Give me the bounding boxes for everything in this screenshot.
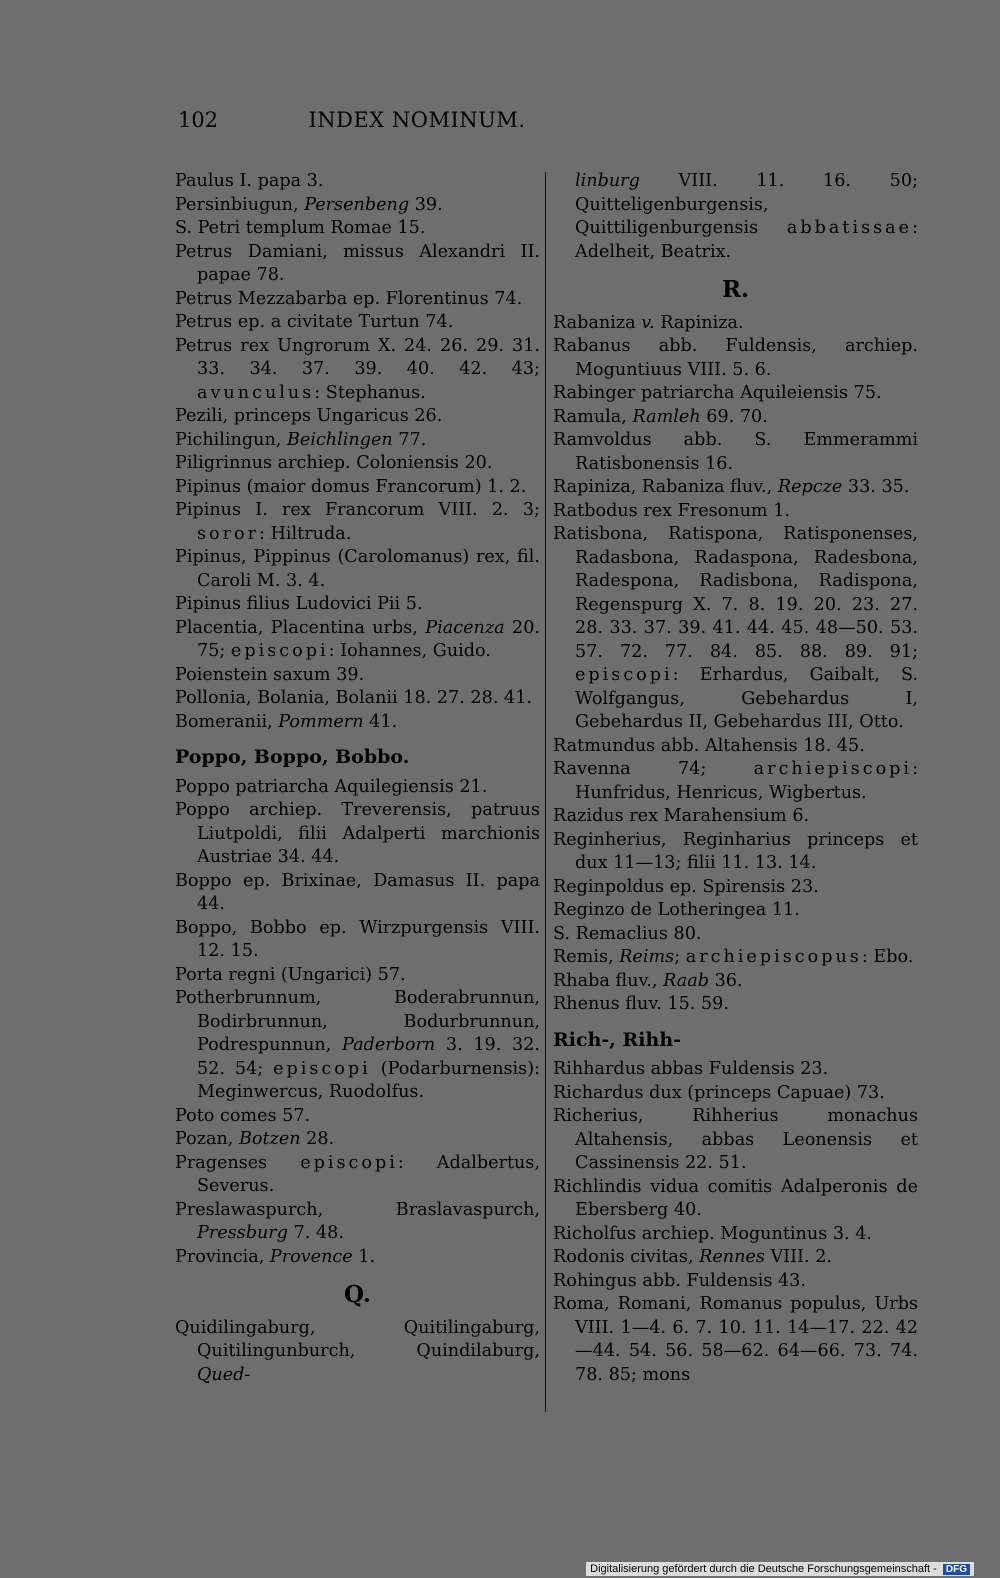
entry-text: 7. 48. [287, 1223, 344, 1243]
entry-text: Boppo ep. Brixinae, Damasus II. papa 44. [175, 870, 540, 914]
entry-text: Rapiniza, Rabaniza fluv., [553, 477, 778, 497]
entry-text: Ratisbona, Ratispona, Ratisponenses, Radasbona, Radaspona, Radesbona, Radespona, Radisbona, Radispona, Regenspurg X. 7. 8. 19. 20. 23. 27. 28. 33. 37. 39. 41. 44. 45. 48—50. 53. 57. 72. 77. 84. 85. 88. 89. 91; [553, 524, 918, 662]
index-entry [175, 1317, 540, 1388]
index-entry [175, 1199, 540, 1246]
index-entry [175, 311, 540, 335]
index-entry [175, 776, 540, 800]
entry-text: v. [641, 312, 655, 333]
entry-text: soror [197, 523, 260, 544]
entry-text: Reginherius, Reginharius princeps et dux 11—13; filii 11. 13. 14. [553, 829, 918, 873]
index-column-right [553, 170, 918, 1387]
index-entry [553, 1223, 918, 1247]
entry-text: Persenbeng [304, 194, 410, 215]
index-entry [553, 312, 918, 336]
index-entry [175, 664, 540, 688]
entry-text: : Erhardus, Gaibalt, S. Wolfgangus, Gebehardus I, Gebehardus II, Gebehardus III, Otto. [575, 665, 918, 732]
entry-text: Ratbodus rex Fresonum 1. [553, 500, 790, 521]
entry-text: Rodonis civitas, [553, 1247, 700, 1267]
entry-text: Ratmundus abb. Altahensis 18. 45. [553, 735, 865, 756]
entry-text: episcopi [273, 1058, 371, 1079]
entry-text: Ramvoldus abb. S. Emmerammi Ratisbonensis 16. [553, 430, 918, 474]
entry-text: Rabaniza [553, 312, 642, 333]
entry-text: Petrus rex Ungrorum X. 24. 26. 29. 31. 33. 34. 37. 39. 40. 42. 43; [175, 335, 540, 379]
entry-text: 20. 75; [197, 617, 540, 661]
index-entry [175, 405, 540, 429]
index-entry [553, 946, 918, 970]
index-entry [175, 917, 540, 964]
index-entry [553, 406, 918, 430]
entry-text: Pressburg [197, 1223, 288, 1243]
index-entry [175, 194, 540, 218]
entry-text: Pipinus (maior domus Francorum) 1. 2. [175, 476, 527, 497]
index-entry [553, 758, 918, 805]
index-entry [553, 805, 918, 829]
index-entry [175, 1246, 540, 1270]
entry-text: : Adalbertus, Severus. [197, 1152, 541, 1196]
entry-text: Pipinus I. rex Francorum VIII. 2. 3; [175, 500, 540, 520]
index-entry [553, 382, 918, 406]
entry-text: Persinbiugun, [175, 194, 305, 215]
entry-text: Potherbrunnum, Boderabrunnun, Bodirbrunnun, Bodurbrunnun, Podrespunnun, [175, 988, 540, 1055]
entry-text: S. Remaclius 80. [553, 923, 702, 944]
entry-text: episcopi [230, 641, 329, 661]
entry-text: Petrus Damiani, missus Alexandri II. papae 78. [175, 241, 540, 285]
entry-text: Ramleh [632, 406, 701, 427]
entry-text: Razidus rex Marahensium 6. [553, 806, 810, 826]
index-entry [553, 1270, 918, 1294]
index-entry [175, 217, 540, 241]
entry-text: 69. 70. [700, 406, 768, 427]
entry-text: Rohingus abb. Fuldensis 43. [553, 1270, 806, 1291]
entry-text: : Ebo. [861, 947, 914, 967]
entry-text: S. Petri templum Romae 15. [175, 218, 426, 238]
index-entry [553, 1105, 918, 1176]
index-entry [175, 799, 540, 870]
entry-text: archiepiscopus [685, 947, 862, 967]
entry-text: 1. [352, 1246, 376, 1267]
page-number: 102 [178, 108, 219, 132]
index-entry [553, 876, 918, 900]
entry-text: Poto comes 57. [175, 1105, 311, 1126]
entry-text: Rihhardus abbas Fuldensis 23. [553, 1059, 829, 1079]
entry-text: avunculus [197, 382, 315, 403]
entry-text: Raab [663, 970, 710, 991]
entry-text: Pollonia, Bolania, Bolanii 18. 27. 28. 41. [175, 688, 532, 708]
index-entry [553, 1058, 918, 1082]
index-entry [175, 593, 540, 617]
entry-text: : Hiltruda. [259, 523, 352, 544]
entry-text: Porta regni (Ungarici) 57. [175, 964, 406, 985]
entry-text: Pozan, [175, 1129, 239, 1149]
index-entry [553, 429, 918, 476]
index-entry [553, 923, 918, 947]
index-entry [553, 1293, 918, 1387]
entry-text: Ravenna 74; [553, 759, 754, 779]
entry-text: Quidilingaburg, Quitilingaburg, Quitilingunburch, Quindilaburg, [175, 1317, 540, 1361]
entry-text: Remis, [553, 947, 620, 967]
entry-text: VIII. 2. [764, 1247, 832, 1267]
section-heading: Rich-, Rihh- [553, 1028, 682, 1051]
index-entry [553, 1082, 918, 1106]
entry-text: Petrus Mezzabarba ep. Florentinus 74. [175, 288, 523, 309]
entry-text: episcopi [575, 665, 673, 685]
index-entry [175, 1105, 540, 1129]
entry-text: Rhaba fluv., [553, 970, 664, 991]
entry-text: Rapiniza. [654, 312, 744, 333]
entry-text: 41. [363, 711, 398, 732]
index-entry [175, 429, 540, 453]
index-entry [175, 617, 540, 664]
entry-text: Richolfus archiep. Moguntinus 3. 4. [553, 1223, 872, 1244]
entry-text: Pragenses [175, 1152, 301, 1173]
entry-text: : Adelheit, Beatrix. [575, 218, 918, 262]
index-entry [553, 500, 918, 524]
entry-text: Provence [269, 1246, 353, 1267]
footer-text: Digitalisierung gefördert durch die Deutsche Forschungsgemeinschaft - [590, 1563, 940, 1575]
entry-text: Poppo archiep. Treverensis, patruus Liutpoldi, filii Adalperti marchionis Austriae 34. 44. [175, 800, 540, 867]
index-entry [553, 523, 918, 735]
entry-text: Pezili, princeps Ungaricus 26. [175, 406, 443, 426]
entry-text: archiepiscopi [753, 759, 913, 779]
entry-text: Ramula, [553, 406, 633, 427]
section-heading: Poppo, Boppo, Bobbo. [175, 746, 410, 768]
index-entry [175, 1152, 540, 1199]
entry-text: 33. 35. [842, 477, 910, 497]
entry-text: Richardus dux (princeps Capuae) 73. [553, 1082, 885, 1103]
entry-text: 28. [300, 1129, 335, 1149]
entry-text: Reginzo de Lotheringea 11. [553, 900, 800, 920]
index-entry [553, 970, 918, 994]
entry-text: 77. [392, 429, 427, 450]
entry-text: Rennes [699, 1247, 765, 1267]
index-entry [175, 964, 540, 988]
index-entry [175, 546, 540, 593]
letter-heading: R. [721, 276, 750, 303]
entry-text: linburg [575, 171, 640, 191]
footer-credit [586, 1562, 974, 1576]
entry-text: Piacenza [425, 617, 505, 638]
index-entry [175, 687, 540, 711]
index-entry [175, 288, 540, 312]
index-column-left [175, 170, 540, 1387]
entry-text: Poienstein saxum 39. [175, 664, 365, 685]
index-entry [175, 711, 540, 735]
index-entry [175, 335, 540, 406]
index-entry [553, 1246, 918, 1270]
entry-text: : Iohannes, Guido. [328, 641, 491, 661]
index-entry [553, 1176, 918, 1223]
entry-text: 36. [709, 970, 743, 991]
entry-text: ; [674, 947, 686, 967]
entry-text: Repcze [777, 477, 843, 497]
index-entry [553, 335, 918, 382]
index-entry-continued [553, 170, 918, 264]
entry-text: Beichlingen [286, 429, 393, 450]
index-entry [175, 987, 540, 1105]
entry-text: Richerius, Rihherius monachus Altahensis, abbas Leonensis et Cassinensis 22. 51. [553, 1106, 918, 1173]
index-entry [175, 1128, 540, 1152]
index-entry [175, 452, 540, 476]
page-header [178, 108, 656, 138]
entry-text: Roma, Romani, Romanus populus, Urbs VIII. 1—4. 6. 7. 10. 11. 14—17. 22. 42—44. 54. 56. 58—62. 64—66. 73. 74. 78. 85; mons [553, 1294, 918, 1385]
index-entry [553, 735, 918, 759]
entry-text: Rhenus fluv. 15. 59. [553, 994, 729, 1014]
index-entry [553, 476, 918, 500]
entry-text: Paulus I. papa 3. [175, 171, 324, 191]
entry-text: Botzen [239, 1129, 301, 1149]
column-divider [545, 172, 546, 1412]
entry-text: Piligrinnus archiep. Coloniensis 20. [175, 453, 493, 473]
entry-text: Bomeranii, [175, 711, 279, 732]
entry-text: Pichilingun, [175, 429, 287, 450]
letter-heading: Q. [344, 1281, 371, 1308]
entry-text: Richlindis vidua comitis Adalperonis de Ebersberg 40. [553, 1176, 918, 1220]
entry-text: : Hunfridus, Henricus, Wigbertus. [575, 759, 918, 803]
entry-text: Reims [619, 947, 675, 967]
entry-text: Paderborn [342, 1035, 436, 1055]
entry-text: Provincia, [175, 1246, 270, 1267]
index-entry [553, 899, 918, 923]
entry-text: Rabinger patriarcha Aquileiensis 75. [553, 383, 882, 403]
dfg-logo: DFG [943, 1564, 970, 1575]
entry-text: VIII. 11. 16. 50; Quitteligenburgensis, Quittiligenburgensis [575, 171, 918, 238]
entry-text: Pipinus filius Ludovici Pii 5. [175, 594, 423, 614]
entry-text: Preslawaspurch, Braslavaspurch, [175, 1199, 540, 1220]
entry-text: episcopi [300, 1152, 398, 1173]
index-entry [175, 241, 540, 288]
index-entry [175, 170, 540, 194]
running-head: INDEX NOMINUM. [308, 108, 526, 132]
entry-text: Petrus ep. a civitate Turtun 74. [175, 312, 454, 332]
index-entry [553, 993, 918, 1017]
entry-text: Placentia, Placentina urbs, [175, 617, 426, 638]
entry-text: Pommern [278, 711, 364, 732]
entry-text: abbatissae [786, 218, 913, 238]
index-entry [553, 829, 918, 876]
entry-text: Reginpoldus ep. Spirensis 23. [553, 876, 819, 897]
entry-text: Boppo, Bobbo ep. Wirzpurgensis VIII. 12. 15. [175, 917, 540, 961]
entry-text: : Stephanus. [314, 382, 426, 403]
entry-text: Pipinus, Pippinus (Carolomanus) rex, fil. Caroli M. 3. 4. [175, 547, 540, 591]
entry-text: 3. 19. 32. 52. 54; [197, 1035, 540, 1079]
entry-text: (Podarburnensis): Meginwercus, Ruodolfus. [197, 1058, 541, 1102]
index-entry [175, 499, 540, 546]
entry-text: Poppo patriarcha Aquilegiensis 21. [175, 776, 488, 797]
index-entry [175, 476, 540, 500]
entry-text: Rabanus abb. Fuldensis, archiep. Moguntiuus VIII. 5. 6. [553, 336, 918, 380]
entry-text: Qued- [197, 1364, 251, 1385]
entry-text: 39. [409, 194, 443, 215]
index-entry [175, 870, 540, 917]
